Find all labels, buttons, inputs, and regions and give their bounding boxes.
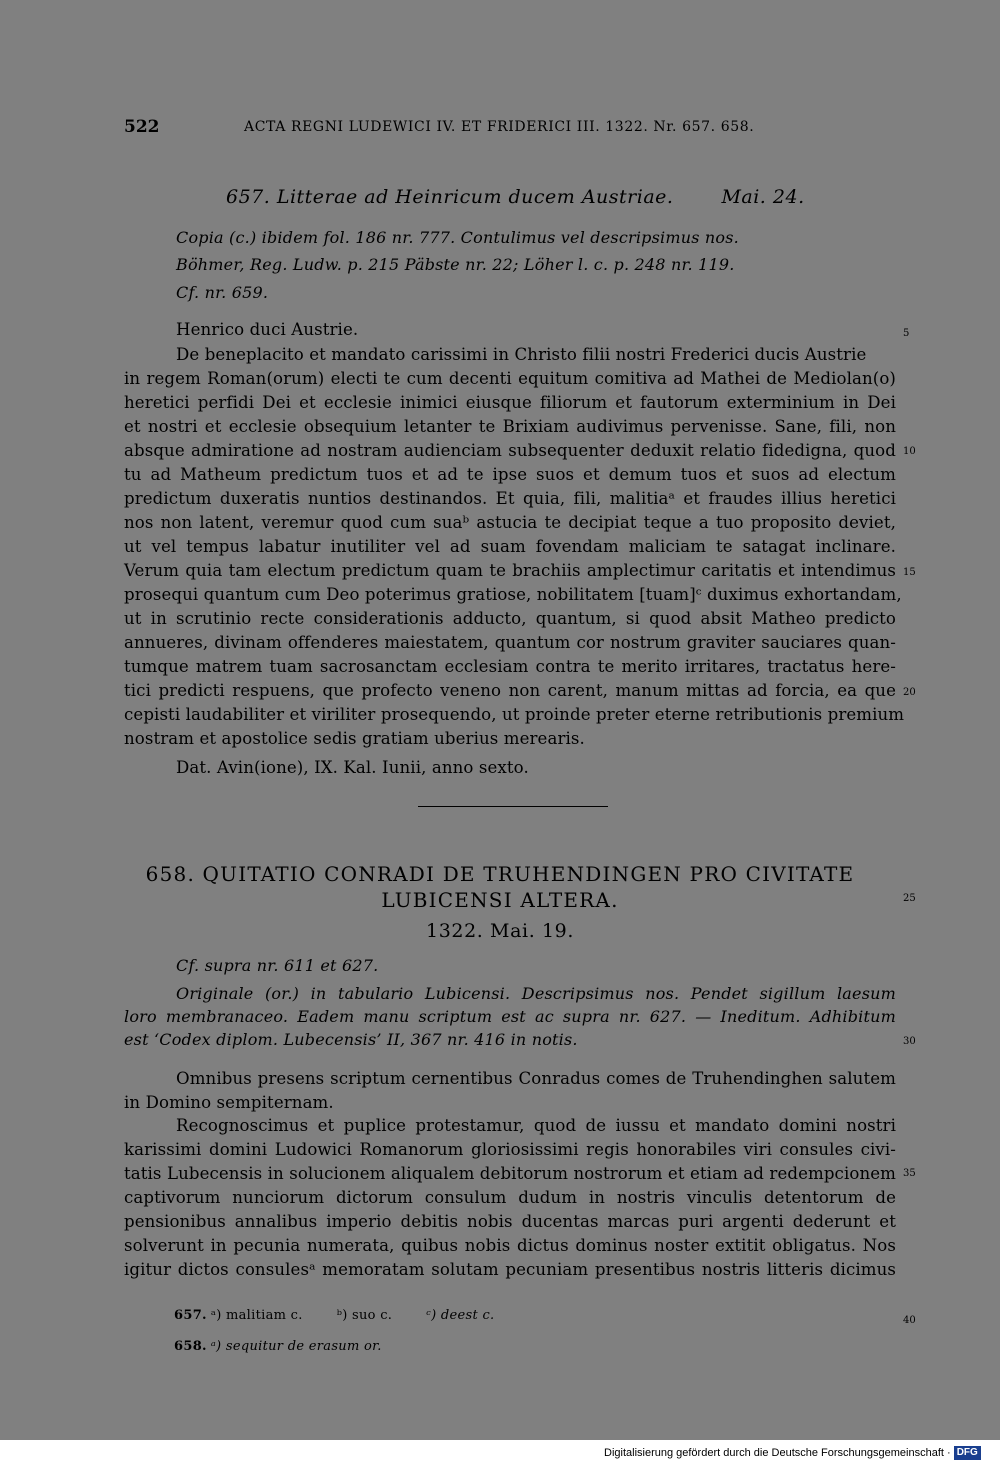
running-title: ACTA REGNI LUDEWICI IV. ET FRIDERICI III. 1322. Nr. 657. 658. — [244, 119, 755, 135]
doc657-title-text: 657. Litterae ad Heinricum ducem Austriae. — [226, 186, 674, 208]
doc657-text-line: absque admiratione ad nostram audienciam subsequenter deduxit relatio fidedigna, quod — [124, 441, 896, 460]
line-number: 5 — [903, 328, 910, 339]
doc657-text-line: tu ad Matheum predictum tuos et ad te ipse suos et demum tuos et suos ad electum — [124, 465, 896, 484]
line-number: 10 — [903, 446, 916, 457]
doc657-text-line: ut in scrutinio recte considerationis adducto, quantum, si quod absit Matheo predicto — [124, 609, 896, 628]
footnote-b: ᵇ) suo c. — [336, 1308, 393, 1323]
doc657-dat: Dat. Avin(ione), IX. Kal. Iunii, anno sexto. — [176, 758, 529, 777]
line-number: 40 — [903, 1315, 916, 1326]
section-divider — [418, 806, 608, 807]
doc658-source-line: est ‘Codex diplom. Lubecensis’ II, 367 nr. 416 in notis. — [124, 1030, 578, 1049]
doc658-text-line: solverunt in pecunia numerata, quibus nobis dictus dominus noster extitit obligatus. Nos — [124, 1236, 896, 1255]
doc658-title-line2: LUBICENSI ALTERA. — [381, 888, 619, 912]
footer-text: Digitalisierung gefördert durch die Deutsche Forschungsgemeinschaft · — [604, 1447, 951, 1459]
doc657-text-line: et nostri et ecclesie obsequium letanter te Brixiam audivimus pervenisse. Sane, fili, non — [124, 417, 896, 436]
doc657-text-line: heretici perfidi Dei et ecclesie inimici eiusque filiorum et fautorum exterminium in Dei — [124, 393, 896, 412]
dfg-logo: DFG — [954, 1446, 981, 1460]
doc658-title-line1: 658. QUITATIO CONRADI DE TRUHENDINGEN PRO CIVITATE — [145, 862, 855, 886]
digitization-footer — [604, 1444, 981, 1462]
doc658-text-line: Recognoscimus et puplice protestamur, quod de iussu et mandato domini nostri — [176, 1116, 896, 1135]
doc657-text-line: prosequi quantum cum Deo poterimus gratiose, nobilitatem [tuam]ᶜ duximus exhortandam, — [124, 585, 902, 604]
doc657-text-line: tumque matrem tuam sacrosanctam ecclesiam contra te merito irritares, tractatus here- — [124, 657, 896, 676]
footnote-a: ᵃ) sequitur de erasum or. — [210, 1339, 382, 1354]
doc658-text-line: pensionibus annalibus imperio debitis nobis ducentas marcas puri argenti dederunt et — [124, 1212, 896, 1231]
doc657-text-line: predictum duxeratis nuntios destinandos. Et quia, fili, malitiaᵃ et fraudes illius heretici — [124, 489, 896, 508]
doc658-text-line: in Domino sempiternam. — [124, 1093, 334, 1112]
doc658-source-line: loro membranaceo. Eadem manu scriptum est ac supra nr. 627. — Ineditum. Adhibitum — [124, 1007, 896, 1026]
footnote-c: ᶜ) deest c. — [426, 1308, 495, 1323]
doc657-text-line: De beneplacito et mandato carissimi in Christo filii nostri Frederici ducis Austrie — [176, 345, 867, 364]
line-number: 35 — [903, 1168, 916, 1179]
doc658-text-line: Omnibus presens scriptum cernentibus Conradus comes de Truhendinghen salutem — [176, 1069, 896, 1088]
doc657-source-line: Cf. nr. 659. — [176, 283, 269, 302]
doc658-source-line: Cf. supra nr. 611 et 627. — [176, 956, 379, 975]
doc658-text-line: karissimi domini Ludowici Romanorum gloriosissimi regis honorabiles viri consules civi- — [124, 1140, 896, 1159]
doc657-text-line: nostram et apostolice sedis gratiam uberius merearis. — [124, 729, 585, 748]
doc658-text-line: tatis Lubecensis in solucionem aliqualem debitorum nostrorum et etiam ad redempcionem — [124, 1164, 896, 1183]
doc657-text-line: nos non latent, veremur quod cum suaᵇ astucia te decipiat teque a tuo proposito deviet, — [124, 513, 896, 532]
doc658-text-line: captivorum nunciorum dictorum consulum dudum in nostris vinculis detentorum de — [124, 1188, 896, 1207]
line-number: 30 — [903, 1036, 916, 1047]
footnote-657 — [174, 1308, 494, 1323]
line-number: 20 — [903, 687, 916, 698]
doc657-address: Henrico duci Austrie. — [176, 320, 359, 339]
doc658-text-line: igitur dictos consulesᵃ memoratam solutam pecuniam presentibus nostris litteris dicimus — [124, 1260, 896, 1279]
doc657-text-line: Verum quia tam electum predictum quam te brachiis amplectimur caritatis et intendimus — [124, 561, 896, 580]
doc657-text-line: in regem Roman(orum) electi te cum decenti equitum comitiva ad Mathei de Mediolan(o) — [124, 369, 896, 388]
doc657-source-line: Copia (c.) ibidem fol. 186 nr. 777. Contulimus vel descripsimus nos. — [176, 228, 739, 247]
doc657-text-line: ut vel tempus labatur inutiliter vel ad suam fovendam maliciam te satagat inclinare. — [124, 537, 896, 556]
doc658-date: 1322. Mai. 19. — [426, 920, 574, 942]
footnote-label: 658. — [174, 1339, 207, 1354]
footnote-label: 657. — [174, 1308, 207, 1323]
doc657-text-line: annueres, divinam offenderes maiestatem, quantum cor nostrum graviter sauciares quan- — [124, 633, 896, 652]
line-number: 25 — [903, 893, 916, 904]
doc657-source-line: Böhmer, Reg. Ludw. p. 215 Päbste nr. 22; Löher l. c. p. 248 nr. 119. — [176, 255, 735, 274]
footnote-a: ᵃ) malitiam c. — [210, 1308, 303, 1323]
doc657-text-line: cepisti laudabiliter et viriliter prosequendo, ut proinde preter eterne retributionis premium — [124, 705, 905, 724]
line-number: 15 — [903, 567, 916, 578]
doc657-text-line: tici predicti respuens, que profecto veneno non carent, manum mittas ad forcia, ea que — [124, 681, 896, 700]
footnote-658 — [174, 1339, 382, 1354]
doc657-title — [226, 186, 805, 208]
doc657-date: Mai. 24. — [721, 186, 805, 208]
page-number: 522 — [124, 117, 160, 137]
doc658-source-line: Originale (or.) in tabulario Lubicensi. Descripsimus nos. Pendet sigillum laesum — [176, 984, 896, 1003]
